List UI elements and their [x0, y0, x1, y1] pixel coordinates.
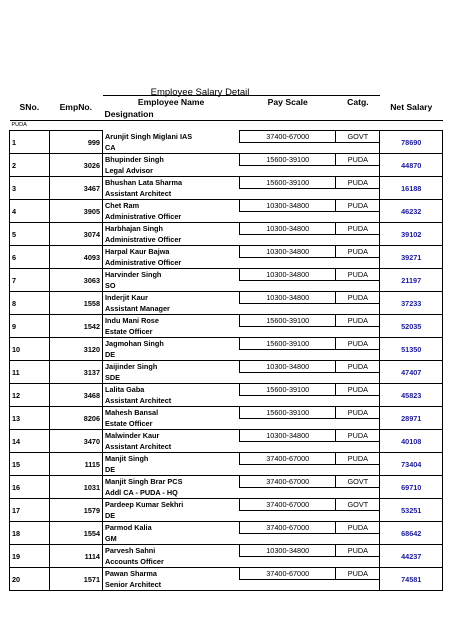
table-row: [10, 499, 443, 511]
section-label: PUDA: [10, 121, 443, 131]
employee-name-cell: Parvesh Sahni: [103, 545, 240, 557]
header-employee-name: Employee Name: [103, 96, 240, 109]
employee-name-cell: Bhushan Lata Sharma: [103, 177, 240, 189]
blank-cell: [240, 418, 380, 430]
net-salary-cell: 21197: [380, 269, 443, 292]
blank-cell: [240, 441, 380, 453]
employee-name-cell: Harbhajan Singh: [103, 223, 240, 235]
employee-name-cell: Harpal Kaur Bajwa: [103, 246, 240, 258]
designation-cell: Assistant Architect: [103, 441, 240, 453]
pay-scale-cell: 37400-67000: [240, 499, 336, 511]
net-salary-cell: 69710: [380, 476, 443, 499]
employee-number-cell: 8206: [49, 407, 102, 430]
blank-cell: [240, 257, 380, 269]
net-salary-cell: 37233: [380, 292, 443, 315]
employee-name-cell: Manjit Singh Brar PCS: [103, 476, 240, 488]
serial-number-cell: 10: [10, 338, 50, 361]
employee-number-cell: 1558: [49, 292, 102, 315]
employee-number-cell: 3905: [49, 200, 102, 223]
blank-cell: [240, 280, 380, 292]
table-row: [10, 453, 443, 465]
employee-number-cell: 3470: [49, 430, 102, 453]
designation-cell: CA: [103, 142, 240, 154]
category-cell: GOVT: [336, 476, 380, 488]
table-row: [10, 568, 443, 580]
blank-cell: [240, 464, 380, 476]
pay-scale-cell: 10300-34800: [240, 269, 336, 281]
serial-number-cell: 20: [10, 568, 50, 591]
category-cell: PUDA: [336, 361, 380, 373]
pay-scale-cell: 10300-34800: [240, 200, 336, 212]
category-cell: PUDA: [336, 545, 380, 557]
serial-number-cell: 15: [10, 453, 50, 476]
employee-number-cell: 3120: [49, 338, 102, 361]
pay-scale-cell: 37400-67000: [240, 522, 336, 534]
category-cell: PUDA: [336, 568, 380, 580]
category-cell: GOVT: [336, 131, 380, 143]
employee-number-cell: 3026: [49, 154, 102, 177]
table-row: [10, 545, 443, 557]
header-pay-scale: Pay Scale: [240, 96, 336, 109]
designation-cell: SO: [103, 280, 240, 292]
table-row: [10, 338, 443, 350]
designation-cell: Assistant Architect: [103, 395, 240, 407]
category-cell: GOVT: [336, 499, 380, 511]
designation-cell: DE: [103, 464, 240, 476]
category-cell: PUDA: [336, 453, 380, 465]
designation-cell: SDE: [103, 372, 240, 384]
category-cell: PUDA: [336, 338, 380, 350]
table-row: [10, 430, 443, 442]
blank-cell: [240, 211, 380, 223]
employee-number-cell: 1571: [49, 568, 102, 591]
category-cell: PUDA: [336, 384, 380, 396]
designation-cell: Administrative Officer: [103, 234, 240, 246]
table-row: [10, 200, 443, 212]
table-row: [10, 223, 443, 235]
designation-cell: DE: [103, 510, 240, 522]
net-salary-cell: 39102: [380, 223, 443, 246]
serial-number-cell: 16: [10, 476, 50, 499]
serial-number-cell: 8: [10, 292, 50, 315]
category-cell: PUDA: [336, 177, 380, 189]
pay-scale-cell: 10300-34800: [240, 246, 336, 258]
pay-scale-cell: 10300-34800: [240, 545, 336, 557]
blank-cell: [240, 395, 380, 407]
employee-name-cell: Lalita Gaba: [103, 384, 240, 396]
net-salary-cell: 53251: [380, 499, 443, 522]
serial-number-cell: 3: [10, 177, 50, 200]
table-row: [10, 269, 443, 281]
serial-number-cell: 7: [10, 269, 50, 292]
designation-cell: Accounts Officer: [103, 556, 240, 568]
table-row: [10, 246, 443, 258]
table-row: [10, 384, 443, 396]
pay-scale-cell: 10300-34800: [240, 430, 336, 442]
serial-number-cell: 12: [10, 384, 50, 407]
serial-number-cell: 2: [10, 154, 50, 177]
header-category: Catg.: [336, 96, 380, 109]
header-empno: EmpNo.: [59, 102, 93, 113]
designation-cell: Legal Advisor: [103, 165, 240, 177]
serial-number-cell: 11: [10, 361, 50, 384]
serial-number-cell: 4: [10, 200, 50, 223]
blank-cell: [240, 372, 380, 384]
category-cell: PUDA: [336, 154, 380, 166]
net-salary-cell: 44237: [380, 545, 443, 568]
category-cell: PUDA: [336, 522, 380, 534]
employee-number-cell: 3063: [49, 269, 102, 292]
employee-number-cell: 1554: [49, 522, 102, 545]
pay-scale-cell: 15600-39100: [240, 177, 336, 189]
employee-number-cell: 3137: [49, 361, 102, 384]
employee-name-cell: Indu Mani Rose: [103, 315, 240, 327]
salary-table: [9, 95, 443, 591]
designation-cell: DE: [103, 349, 240, 361]
table-row: [10, 154, 443, 166]
employee-number-cell: 1114: [49, 545, 102, 568]
blank-cell: [240, 556, 380, 568]
blank-cell: [240, 510, 380, 522]
net-salary-cell: 39271: [380, 246, 443, 269]
blank-cell: [240, 188, 380, 200]
designation-cell: Addl CA - PUDA - HQ: [103, 487, 240, 499]
blank-cell: [240, 349, 380, 361]
employee-name-cell: Bhupinder Singh: [103, 154, 240, 166]
serial-number-cell: 17: [10, 499, 50, 522]
designation-cell: Assistant Manager: [103, 303, 240, 315]
serial-number-cell: 13: [10, 407, 50, 430]
category-cell: PUDA: [336, 200, 380, 212]
serial-number-cell: 5: [10, 223, 50, 246]
table-row: [10, 292, 443, 304]
employee-name-cell: Pawan Sharma: [103, 568, 240, 580]
serial-number-cell: 9: [10, 315, 50, 338]
blank-cell: [240, 165, 380, 177]
net-salary-cell: 44870: [380, 154, 443, 177]
table-row: [10, 177, 443, 189]
category-cell: PUDA: [336, 246, 380, 258]
employee-number-cell: 3074: [49, 223, 102, 246]
employee-number-cell: 1031: [49, 476, 102, 499]
category-cell: PUDA: [336, 269, 380, 281]
employee-name-cell: Chet Ram: [103, 200, 240, 212]
blank-cell: [240, 303, 380, 315]
serial-number-cell: 18: [10, 522, 50, 545]
category-cell: PUDA: [336, 292, 380, 304]
designation-cell: Estate Officer: [103, 326, 240, 338]
employee-name-cell: Jagmohan Singh: [103, 338, 240, 350]
table-body: [10, 121, 443, 591]
employee-number-cell: 1542: [49, 315, 102, 338]
employee-number-cell: 3467: [49, 177, 102, 200]
pay-scale-cell: 15600-39100: [240, 338, 336, 350]
table-row: [10, 522, 443, 534]
pay-scale-cell: 10300-34800: [240, 292, 336, 304]
table-row: [10, 315, 443, 327]
pay-scale-cell: 10300-34800: [240, 223, 336, 235]
header-designation: Designation: [103, 108, 380, 121]
employee-number-cell: 3468: [49, 384, 102, 407]
blank-cell: [240, 326, 380, 338]
header-net-salary: Net Salary: [390, 102, 433, 113]
employee-number-cell: 1115: [49, 453, 102, 476]
table-row: [10, 131, 443, 143]
serial-number-cell: 1: [10, 131, 50, 154]
designation-cell: Senior Architect: [103, 579, 240, 591]
employee-name-cell: Pardeep Kumar Sekhri: [103, 499, 240, 511]
category-cell: PUDA: [336, 223, 380, 235]
net-salary-cell: 68642: [380, 522, 443, 545]
employee-name-cell: Mahesh Bansal: [103, 407, 240, 419]
header-sno: SNo.: [19, 102, 40, 113]
net-salary-cell: 78690: [380, 131, 443, 154]
category-cell: PUDA: [336, 407, 380, 419]
employee-name-cell: Parmod Kalia: [103, 522, 240, 534]
net-salary-cell: 40108: [380, 430, 443, 453]
designation-cell: Administrative Officer: [103, 257, 240, 269]
pay-scale-cell: 15600-39100: [240, 407, 336, 419]
designation-cell: Administrative Officer: [103, 211, 240, 223]
net-salary-cell: 73404: [380, 453, 443, 476]
table-row: [10, 361, 443, 373]
section-row: [10, 121, 443, 131]
blank-cell: [240, 487, 380, 499]
employee-number-cell: 999: [49, 131, 102, 154]
blank-cell: [240, 533, 380, 545]
pay-scale-cell: 10300-34800: [240, 361, 336, 373]
pay-scale-cell: 37400-67000: [240, 453, 336, 465]
net-salary-cell: 46232: [380, 200, 443, 223]
net-salary-cell: 16188: [380, 177, 443, 200]
pay-scale-cell: 15600-39100: [240, 384, 336, 396]
blank-cell: [240, 142, 380, 154]
net-salary-cell: 47407: [380, 361, 443, 384]
table-row: [10, 407, 443, 419]
employee-name-cell: Jaijinder Singh: [103, 361, 240, 373]
report-title: Employee Salary Detail: [150, 87, 250, 98]
net-salary-cell: 28971: [380, 407, 443, 430]
category-cell: PUDA: [336, 315, 380, 327]
net-salary-cell: 45823: [380, 384, 443, 407]
employee-name-cell: Inderjit Kaur: [103, 292, 240, 304]
employee-name-cell: Arunjit Singh Miglani IAS: [103, 131, 240, 143]
employee-number-cell: 1579: [49, 499, 102, 522]
category-cell: PUDA: [336, 430, 380, 442]
blank-cell: [240, 234, 380, 246]
designation-cell: Assistant Architect: [103, 188, 240, 200]
net-salary-cell: 51350: [380, 338, 443, 361]
designation-cell: Estate Officer: [103, 418, 240, 430]
pay-scale-cell: 37400-67000: [240, 568, 336, 580]
serial-number-cell: 14: [10, 430, 50, 453]
employee-name-cell: Manjit Singh: [103, 453, 240, 465]
net-salary-cell: 52035: [380, 315, 443, 338]
employee-number-cell: 4093: [49, 246, 102, 269]
designation-cell: GM: [103, 533, 240, 545]
pay-scale-cell: 15600-39100: [240, 154, 336, 166]
employee-name-cell: Malwinder Kaur: [103, 430, 240, 442]
net-salary-cell: 74581: [380, 568, 443, 591]
serial-number-cell: 6: [10, 246, 50, 269]
table-row: [10, 476, 443, 488]
serial-number-cell: 19: [10, 545, 50, 568]
pay-scale-cell: 37400-67000: [240, 476, 336, 488]
blank-cell: [240, 579, 380, 591]
pay-scale-cell: 15600-39100: [240, 315, 336, 327]
pay-scale-cell: 37400-67000: [240, 131, 336, 143]
employee-name-cell: Harvinder Singh: [103, 269, 240, 281]
